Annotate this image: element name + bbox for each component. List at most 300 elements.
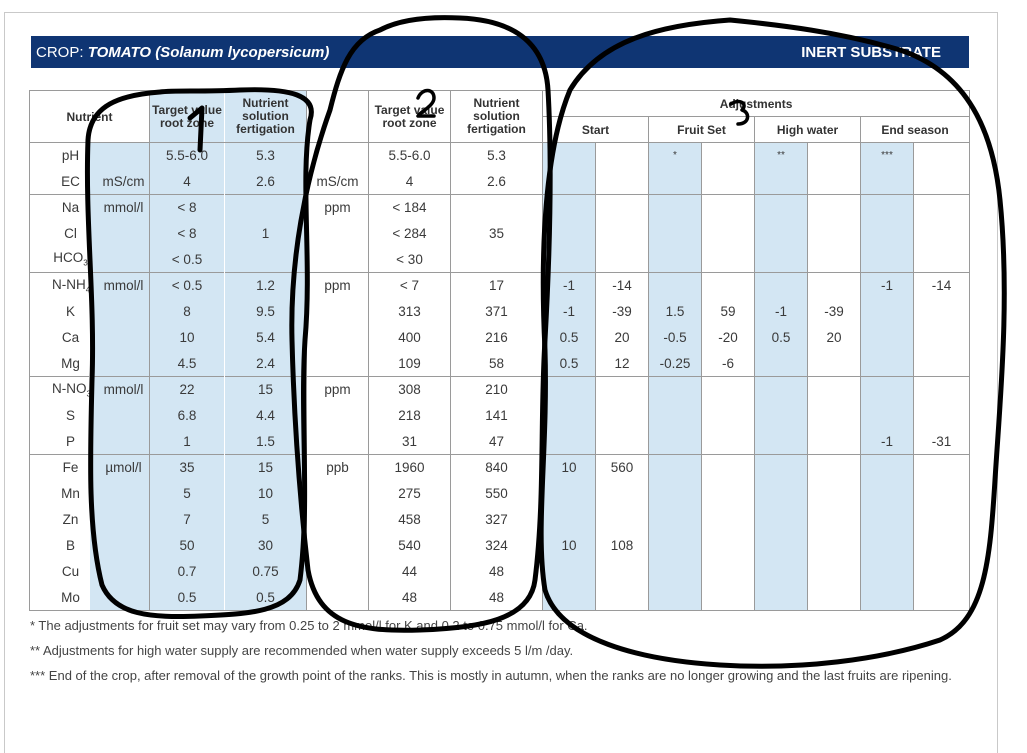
target-root-zone-ppm: 218 bbox=[369, 403, 451, 429]
adjustment-high-water-mmol bbox=[755, 247, 808, 273]
adjustment-fruit-set-mmol bbox=[649, 247, 702, 273]
adjustment-fruit-set-mmol bbox=[649, 403, 702, 429]
adjustment-start-ppm: 108 bbox=[596, 533, 649, 559]
nutrient-name-p: P bbox=[30, 429, 90, 455]
target-root-zone-ppm: < 30 bbox=[369, 247, 451, 273]
footnote-high-water: ** Adjustments for high water supply are recommended when water supply exceeds 5 l/m /day. bbox=[30, 643, 574, 658]
unit-mmol bbox=[90, 429, 150, 455]
adjustment-end-season-ppm bbox=[914, 455, 970, 481]
nutrient-solution-mmol: 1.2 bbox=[225, 273, 307, 299]
adjustment-start-mmol bbox=[543, 559, 596, 585]
target-root-zone-ppm: 44 bbox=[369, 559, 451, 585]
unit-mmol bbox=[90, 351, 150, 377]
adjustment-end-season-mmol bbox=[861, 455, 914, 481]
unit-mmol bbox=[90, 299, 150, 325]
table-row bbox=[30, 169, 970, 195]
adjustment-fruit-set-ppm: -20 bbox=[702, 325, 755, 351]
adjustment-fruit-set-ppm bbox=[702, 559, 755, 585]
unit-mmol bbox=[90, 247, 150, 273]
unit-mmol bbox=[90, 403, 150, 429]
adjustment-start-ppm: 20 bbox=[596, 325, 649, 351]
table-row bbox=[30, 247, 970, 273]
adjustment-start-ppm bbox=[596, 481, 649, 507]
adjustment-end-season-ppm bbox=[914, 221, 970, 247]
adjustment-high-water-ppm bbox=[808, 221, 861, 247]
adjustment-end-season-mmol bbox=[861, 533, 914, 559]
unit-ppm bbox=[307, 429, 369, 455]
header-nutrient-solution-mmol: Nutrient solution fertigation bbox=[225, 91, 307, 143]
unit-ppm bbox=[307, 507, 369, 533]
crop-banner bbox=[31, 36, 969, 68]
nutrient-name-ph: pH bbox=[30, 143, 90, 169]
substrate-label: INERT SUBSTRATE bbox=[801, 43, 941, 61]
table-row bbox=[30, 273, 970, 299]
adjustment-high-water-ppm bbox=[808, 585, 861, 611]
adjustment-end-season-ppm bbox=[914, 143, 970, 169]
adjustment-fruit-set-mmol bbox=[649, 195, 702, 221]
nutrient-solution-ppm: 5.3 bbox=[451, 143, 543, 169]
nutrient-name-zn: Zn bbox=[30, 507, 90, 533]
adjustment-high-water-mmol: ** bbox=[755, 143, 808, 169]
nutrient-solution-mmol bbox=[225, 247, 307, 273]
nutrient-solution-ppm: 141 bbox=[451, 403, 543, 429]
adjustment-fruit-set-ppm bbox=[702, 585, 755, 611]
nutrient-solution-mmol: 4.4 bbox=[225, 403, 307, 429]
adjustment-start-mmol bbox=[543, 585, 596, 611]
unit-ppm bbox=[307, 559, 369, 585]
adjustment-end-season-mmol: -1 bbox=[861, 429, 914, 455]
adjustment-start-mmol bbox=[543, 429, 596, 455]
adjustment-start-mmol bbox=[543, 481, 596, 507]
unit-ppm bbox=[307, 403, 369, 429]
target-root-zone-mmol: 4.5 bbox=[150, 351, 225, 377]
adjustment-fruit-set-mmol: -0.25 bbox=[649, 351, 702, 377]
adjustment-high-water-mmol bbox=[755, 481, 808, 507]
nutrient-solution-ppm bbox=[451, 195, 543, 221]
unit-mmol: mmol/l bbox=[90, 273, 150, 299]
adjustment-fruit-set-ppm bbox=[702, 273, 755, 299]
nutrient-solution-ppm: 327 bbox=[451, 507, 543, 533]
adjustment-start-ppm bbox=[596, 143, 649, 169]
adjustment-end-season-mmol bbox=[861, 351, 914, 377]
adjustment-end-season-ppm bbox=[914, 299, 970, 325]
adjustment-fruit-set-mmol bbox=[649, 533, 702, 559]
adjustment-high-water-ppm: 20 bbox=[808, 325, 861, 351]
nutrient-solution-mmol bbox=[225, 195, 307, 221]
adjustment-fruit-set-mmol bbox=[649, 507, 702, 533]
adjustment-high-water-mmol bbox=[755, 403, 808, 429]
adjustment-start-mmol bbox=[543, 195, 596, 221]
adjustment-end-season-ppm bbox=[914, 351, 970, 377]
adjustment-high-water-ppm bbox=[808, 403, 861, 429]
nutrient-name-hco3: $HCO_3$ bbox=[30, 247, 90, 273]
adjustment-high-water-mmol bbox=[755, 533, 808, 559]
table-row bbox=[30, 221, 970, 247]
table-row bbox=[30, 299, 970, 325]
adjustment-end-season-ppm bbox=[914, 247, 970, 273]
crop-title: CROP: TOMATO (Solanum lycopersicum) bbox=[36, 43, 330, 61]
adjustment-start-ppm bbox=[596, 507, 649, 533]
table-row bbox=[30, 585, 970, 611]
unit-ppm bbox=[307, 585, 369, 611]
nutrient-name-n-nh4: $N-NH_4$ bbox=[30, 273, 90, 299]
nutrient-solution-ppm: 840 bbox=[451, 455, 543, 481]
nutrient-table bbox=[29, 90, 970, 611]
adjustment-high-water-ppm: -39 bbox=[808, 299, 861, 325]
target-root-zone-ppm: < 284 bbox=[369, 221, 451, 247]
target-root-zone-ppm: 109 bbox=[369, 351, 451, 377]
target-root-zone-mmol: 10 bbox=[150, 325, 225, 351]
target-root-zone-mmol: 0.7 bbox=[150, 559, 225, 585]
target-root-zone-ppm: 31 bbox=[369, 429, 451, 455]
adjustment-fruit-set-ppm bbox=[702, 169, 755, 195]
nutrient-solution-ppm: 210 bbox=[451, 377, 543, 403]
header-fruit-set: Fruit Set bbox=[649, 117, 755, 143]
adjustment-high-water-ppm bbox=[808, 507, 861, 533]
table-row bbox=[30, 143, 970, 169]
adjustment-start-ppm: 560 bbox=[596, 455, 649, 481]
footnote-end-season: *** End of the crop, after removal of the growth point of the ranks. This is mostly in autumn, when the ranks are no longer growing and the last fruits are ripening. bbox=[30, 668, 952, 683]
adjustment-end-season-mmol bbox=[861, 403, 914, 429]
adjustment-fruit-set-ppm bbox=[702, 429, 755, 455]
adjustment-high-water-ppm bbox=[808, 143, 861, 169]
nutrient-solution-mmol: 10 bbox=[225, 481, 307, 507]
adjustment-end-season-mmol bbox=[861, 585, 914, 611]
adjustment-high-water-mmol bbox=[755, 507, 808, 533]
header-high-water: High water bbox=[755, 117, 861, 143]
adjustment-start-mmol: 10 bbox=[543, 533, 596, 559]
footnotes bbox=[30, 617, 970, 692]
adjustment-fruit-set-ppm bbox=[702, 247, 755, 273]
adjustment-end-season-mmol bbox=[861, 559, 914, 585]
adjustment-fruit-set-ppm bbox=[702, 143, 755, 169]
adjustment-end-season-ppm bbox=[914, 403, 970, 429]
header-nutrient: Nutrient bbox=[30, 91, 150, 143]
adjustment-fruit-set-ppm bbox=[702, 221, 755, 247]
adjustment-start-mmol: 10 bbox=[543, 455, 596, 481]
target-root-zone-ppm: 313 bbox=[369, 299, 451, 325]
adjustment-high-water-ppm bbox=[808, 195, 861, 221]
nutrient-solution-ppm: 17 bbox=[451, 273, 543, 299]
nutrient-solution-mmol: 5 bbox=[225, 507, 307, 533]
adjustment-high-water-ppm bbox=[808, 455, 861, 481]
target-root-zone-mmol: 6.8 bbox=[150, 403, 225, 429]
adjustment-end-season-ppm: -14 bbox=[914, 273, 970, 299]
unit-mmol bbox=[90, 325, 150, 351]
nutrient-solution-ppm: 48 bbox=[451, 559, 543, 585]
adjustment-fruit-set-mmol bbox=[649, 481, 702, 507]
table-row bbox=[30, 377, 970, 403]
target-root-zone-mmol: < 8 bbox=[150, 195, 225, 221]
target-root-zone-ppm: 458 bbox=[369, 507, 451, 533]
adjustment-high-water-mmol: -1 bbox=[755, 299, 808, 325]
table-row bbox=[30, 351, 970, 377]
unit-mmol bbox=[90, 143, 150, 169]
adjustment-fruit-set-ppm bbox=[702, 455, 755, 481]
adjustment-fruit-set-mmol bbox=[649, 585, 702, 611]
adjustment-start-ppm bbox=[596, 247, 649, 273]
adjustment-fruit-set-mmol: 1.5 bbox=[649, 299, 702, 325]
adjustment-fruit-set-ppm bbox=[702, 195, 755, 221]
adjustment-start-mmol bbox=[543, 247, 596, 273]
unit-ppm bbox=[307, 533, 369, 559]
unit-mmol: mS/cm bbox=[90, 169, 150, 195]
adjustment-high-water-ppm bbox=[808, 169, 861, 195]
adjustment-high-water-mmol bbox=[755, 221, 808, 247]
adjustment-start-mmol bbox=[543, 169, 596, 195]
unit-ppm bbox=[307, 481, 369, 507]
adjustment-start-mmol bbox=[543, 377, 596, 403]
adjustment-start-mmol bbox=[543, 507, 596, 533]
unit-mmol bbox=[90, 585, 150, 611]
nutrient-solution-ppm: 58 bbox=[451, 351, 543, 377]
adjustment-start-ppm bbox=[596, 221, 649, 247]
nutrient-solution-ppm: 48 bbox=[451, 585, 543, 611]
adjustment-fruit-set-mmol bbox=[649, 377, 702, 403]
adjustment-end-season-mmol bbox=[861, 169, 914, 195]
adjustment-high-water-ppm bbox=[808, 533, 861, 559]
adjustment-fruit-set-mmol bbox=[649, 221, 702, 247]
adjustment-start-ppm: -39 bbox=[596, 299, 649, 325]
adjustment-end-season-mmol bbox=[861, 247, 914, 273]
unit-mmol: mmol/l bbox=[90, 195, 150, 221]
unit-ppm bbox=[307, 351, 369, 377]
unit-ppm: ppb bbox=[307, 455, 369, 481]
adjustment-end-season-ppm: -31 bbox=[914, 429, 970, 455]
adjustment-end-season-ppm bbox=[914, 377, 970, 403]
adjustment-start-mmol bbox=[543, 403, 596, 429]
adjustment-high-water-mmol bbox=[755, 351, 808, 377]
adjustment-high-water-ppm bbox=[808, 481, 861, 507]
unit-mmol bbox=[90, 559, 150, 585]
adjustment-fruit-set-ppm: 59 bbox=[702, 299, 755, 325]
unit-ppm bbox=[307, 247, 369, 273]
table-row bbox=[30, 507, 970, 533]
nutrient-name-mg: Mg bbox=[30, 351, 90, 377]
table-row bbox=[30, 533, 970, 559]
target-root-zone-ppm: 48 bbox=[369, 585, 451, 611]
nutrient-solution-ppm: 371 bbox=[451, 299, 543, 325]
adjustment-start-mmol bbox=[543, 143, 596, 169]
unit-mmol bbox=[90, 481, 150, 507]
target-root-zone-ppm: < 7 bbox=[369, 273, 451, 299]
table-row bbox=[30, 429, 970, 455]
adjustment-fruit-set-mmol bbox=[649, 169, 702, 195]
target-root-zone-mmol: 1 bbox=[150, 429, 225, 455]
nutrient-name-k: K bbox=[30, 299, 90, 325]
table-row bbox=[30, 455, 970, 481]
adjustment-high-water-ppm bbox=[808, 559, 861, 585]
unit-ppm bbox=[307, 299, 369, 325]
unit-ppm: ppm bbox=[307, 195, 369, 221]
unit-ppm: ppm bbox=[307, 377, 369, 403]
nutrient-name-cl: Cl bbox=[30, 221, 90, 247]
nutrient-name-na: Na bbox=[30, 195, 90, 221]
nutrient-name-ca: Ca bbox=[30, 325, 90, 351]
adjustment-end-season-mmol bbox=[861, 507, 914, 533]
header-unit-ppm bbox=[307, 91, 369, 143]
adjustment-high-water-ppm bbox=[808, 429, 861, 455]
table-row bbox=[30, 195, 970, 221]
adjustment-high-water-mmol bbox=[755, 429, 808, 455]
adjustment-end-season-ppm bbox=[914, 169, 970, 195]
header-end-season: End season bbox=[861, 117, 970, 143]
target-root-zone-ppm: 5.5-6.0 bbox=[369, 143, 451, 169]
adjustment-end-season-ppm bbox=[914, 507, 970, 533]
target-root-zone-mmol: 4 bbox=[150, 169, 225, 195]
adjustment-high-water-mmol bbox=[755, 455, 808, 481]
adjustment-start-ppm bbox=[596, 377, 649, 403]
adjustment-end-season-ppm bbox=[914, 559, 970, 585]
adjustment-high-water-mmol bbox=[755, 377, 808, 403]
unit-ppm: ppm bbox=[307, 273, 369, 299]
adjustment-start-mmol: -1 bbox=[543, 273, 596, 299]
adjustment-high-water-ppm bbox=[808, 273, 861, 299]
target-root-zone-mmol: 5 bbox=[150, 481, 225, 507]
nutrient-solution-mmol: 1 bbox=[225, 221, 307, 247]
nutrient-name-mo: Mo bbox=[30, 585, 90, 611]
adjustment-end-season-mmol bbox=[861, 221, 914, 247]
table-row bbox=[30, 325, 970, 351]
table-row bbox=[30, 403, 970, 429]
adjustment-fruit-set-ppm bbox=[702, 481, 755, 507]
target-root-zone-mmol: < 0.5 bbox=[150, 247, 225, 273]
table-row bbox=[30, 559, 970, 585]
adjustment-fruit-set-mmol bbox=[649, 455, 702, 481]
nutrient-solution-mmol: 0.75 bbox=[225, 559, 307, 585]
adjustment-high-water-mmol bbox=[755, 273, 808, 299]
adjustment-high-water-mmol bbox=[755, 169, 808, 195]
target-root-zone-ppm: 4 bbox=[369, 169, 451, 195]
nutrient-name-n-no3: $N-NO_3$ bbox=[30, 377, 90, 403]
unit-mmol bbox=[90, 507, 150, 533]
adjustment-end-season-mmol bbox=[861, 195, 914, 221]
target-root-zone-mmol: 50 bbox=[150, 533, 225, 559]
unit-ppm: mS/cm bbox=[307, 169, 369, 195]
target-root-zone-ppm: 540 bbox=[369, 533, 451, 559]
adjustment-fruit-set-mmol: -0.5 bbox=[649, 325, 702, 351]
nutrient-solution-mmol: 5.3 bbox=[225, 143, 307, 169]
unit-mmol bbox=[90, 533, 150, 559]
unit-mmol: mmol/l bbox=[90, 377, 150, 403]
nutrient-solution-ppm: 324 bbox=[451, 533, 543, 559]
adjustment-fruit-set-mmol bbox=[649, 429, 702, 455]
nutrient-solution-mmol: 1.5 bbox=[225, 429, 307, 455]
adjustment-start-ppm bbox=[596, 429, 649, 455]
target-root-zone-mmol: 22 bbox=[150, 377, 225, 403]
adjustment-start-ppm bbox=[596, 195, 649, 221]
adjustment-start-ppm bbox=[596, 169, 649, 195]
header-nutrient-solution-ppm: Nutrient solution fertigation bbox=[451, 91, 543, 143]
unit-mmol: µmol/l bbox=[90, 455, 150, 481]
header-target-root-zone-mmol: Target value root zone bbox=[150, 91, 225, 143]
adjustment-high-water-mmol bbox=[755, 195, 808, 221]
adjustment-fruit-set-ppm: -6 bbox=[702, 351, 755, 377]
adjustment-end-season-ppm bbox=[914, 481, 970, 507]
target-root-zone-mmol: < 0.5 bbox=[150, 273, 225, 299]
adjustment-fruit-set-ppm bbox=[702, 507, 755, 533]
nutrient-solution-mmol: 15 bbox=[225, 377, 307, 403]
nutrient-solution-mmol: 2.4 bbox=[225, 351, 307, 377]
target-root-zone-ppm: 400 bbox=[369, 325, 451, 351]
adjustment-fruit-set-ppm bbox=[702, 377, 755, 403]
nutrient-solution-ppm: 2.6 bbox=[451, 169, 543, 195]
adjustment-high-water-ppm bbox=[808, 377, 861, 403]
nutrient-solution-ppm bbox=[451, 247, 543, 273]
target-root-zone-mmol: 0.5 bbox=[150, 585, 225, 611]
adjustment-start-ppm: -14 bbox=[596, 273, 649, 299]
target-root-zone-mmol: 8 bbox=[150, 299, 225, 325]
adjustment-high-water-ppm bbox=[808, 247, 861, 273]
nutrient-solution-mmol: 2.6 bbox=[225, 169, 307, 195]
adjustment-start-ppm bbox=[596, 585, 649, 611]
adjustment-end-season-mmol: -1 bbox=[861, 273, 914, 299]
adjustment-fruit-set-mmol bbox=[649, 559, 702, 585]
nutrient-solution-ppm: 550 bbox=[451, 481, 543, 507]
nutrient-solution-ppm: 47 bbox=[451, 429, 543, 455]
adjustment-start-mmol: 0.5 bbox=[543, 325, 596, 351]
unit-ppm bbox=[307, 325, 369, 351]
nutrient-solution-mmol: 30 bbox=[225, 533, 307, 559]
nutrient-name-s: S bbox=[30, 403, 90, 429]
nutrient-solution-ppm: 216 bbox=[451, 325, 543, 351]
header-start: Start bbox=[543, 117, 649, 143]
adjustment-start-mmol: 0.5 bbox=[543, 351, 596, 377]
target-root-zone-ppm: 1960 bbox=[369, 455, 451, 481]
adjustment-high-water-mmol bbox=[755, 585, 808, 611]
adjustment-high-water-mmol: 0.5 bbox=[755, 325, 808, 351]
adjustment-end-season-mmol bbox=[861, 299, 914, 325]
adjustment-end-season-mmol bbox=[861, 377, 914, 403]
target-root-zone-mmol: < 8 bbox=[150, 221, 225, 247]
target-root-zone-ppm: 275 bbox=[369, 481, 451, 507]
nutrient-solution-mmol: 9.5 bbox=[225, 299, 307, 325]
unit-ppm bbox=[307, 221, 369, 247]
adjustment-start-mmol bbox=[543, 221, 596, 247]
adjustment-start-ppm bbox=[596, 559, 649, 585]
adjustment-end-season-ppm bbox=[914, 533, 970, 559]
nutrient-solution-mmol: 0.5 bbox=[225, 585, 307, 611]
target-root-zone-mmol: 5.5-6.0 bbox=[150, 143, 225, 169]
adjustment-end-season-mmol: *** bbox=[861, 143, 914, 169]
adjustment-high-water-mmol bbox=[755, 559, 808, 585]
nutrient-name-mn: Mn bbox=[30, 481, 90, 507]
target-root-zone-mmol: 35 bbox=[150, 455, 225, 481]
nutrient-solution-ppm: 35 bbox=[451, 221, 543, 247]
adjustment-end-season-ppm bbox=[914, 195, 970, 221]
adjustment-end-season-ppm bbox=[914, 585, 970, 611]
adjustment-fruit-set-mmol bbox=[649, 273, 702, 299]
adjustment-end-season-mmol bbox=[861, 481, 914, 507]
adjustment-start-ppm: 12 bbox=[596, 351, 649, 377]
adjustment-end-season-ppm bbox=[914, 325, 970, 351]
adjustment-start-mmol: -1 bbox=[543, 299, 596, 325]
target-root-zone-mmol: 7 bbox=[150, 507, 225, 533]
adjustment-fruit-set-ppm bbox=[702, 533, 755, 559]
unit-ppm bbox=[307, 143, 369, 169]
table-row bbox=[30, 481, 970, 507]
footnote-fruit-set: * The adjustments for fruit set may vary from 0.25 to 2 mmol/l for K and 0.2 to 0.75 mmol/l for Ca. bbox=[30, 618, 588, 633]
nutrient-name-b: B bbox=[30, 533, 90, 559]
adjustment-fruit-set-mmol: * bbox=[649, 143, 702, 169]
adjustment-fruit-set-ppm bbox=[702, 403, 755, 429]
nutrient-name-cu: Cu bbox=[30, 559, 90, 585]
adjustment-end-season-mmol bbox=[861, 325, 914, 351]
nutrient-name-fe: Fe bbox=[30, 455, 90, 481]
target-root-zone-ppm: < 184 bbox=[369, 195, 451, 221]
header-target-root-zone-ppm: Target value root zone bbox=[369, 91, 451, 143]
unit-mmol bbox=[90, 221, 150, 247]
